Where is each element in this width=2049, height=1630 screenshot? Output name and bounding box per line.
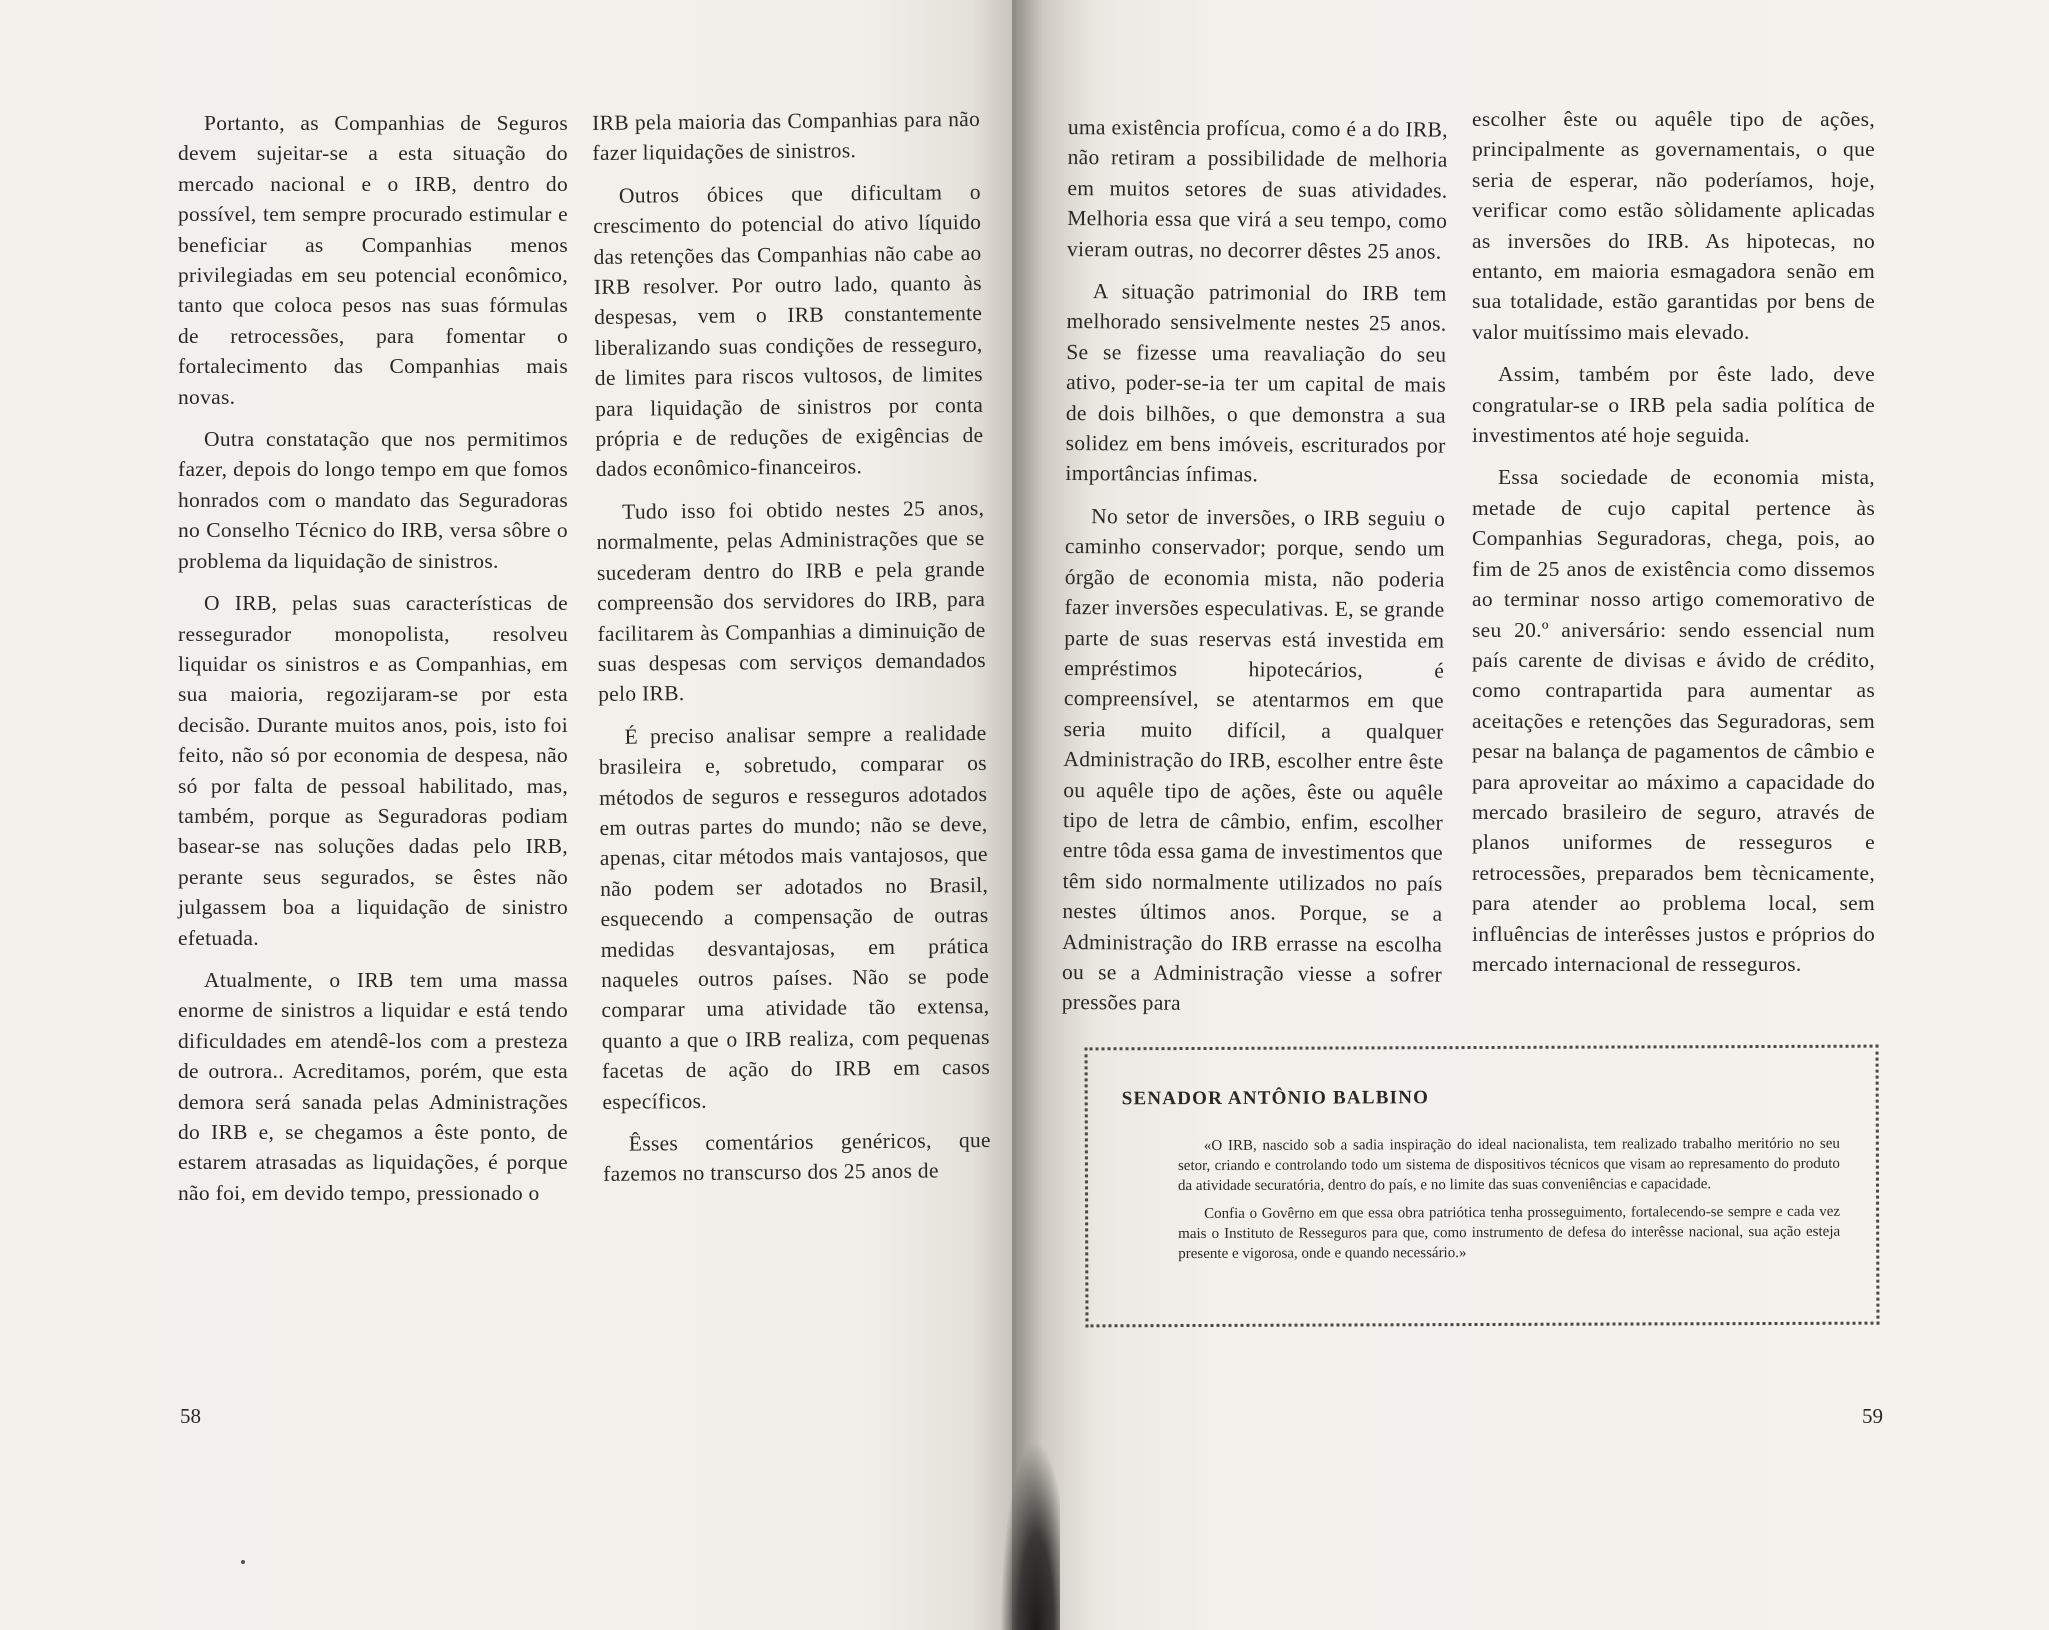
paragraph: Atualmente, o IRB tem uma massa enorme de sinistros a liquidar e está tendo dificuldades em atendê-los com a presteza de outrora.. Acreditamos, porém, que esta demora será sanada pelas Administrações do IRB e, se chegamos a êste ponto, de estarem atrasadas as liquidações, é porque não foi, em devido tempo, pressionado o [178,967,568,1205]
paragraph: Outros óbices que dificultam o crescimento do potencial do ativo líquido das retenções das Companhias não cabe ao IRB resolver. Por outro lado, quanto às despesas, vem o IRB constantemente liberalizando suas condições de resseguro, de limites para riscos vultosos, de limites para liquidação de sinistros por conta própria e de reduções de exigências de dados econômico-financeiros. [593,179,984,482]
paragraph: Assim, também por êste lado, deve congratular-se o IRB pela sadia política de investimentos até hoje seguida. [1472,362,1875,448]
paragraph-continued: escolher êste ou aquêle tipo de ações, principalmente as governamentais, o que seria de esperar, não poderíamos, hoje, verificar como estão sòlidamente aplicadas as inversões do IRB. As hipotecas, no entanto, em maioria esmagadora senão em sua totalidade, estão garantidas por bens de valor muitíssimo mais elevado. [1472,107,1875,344]
quote-author: SENADOR ANTÔNIO BALBINO [1121,1087,1430,1110]
binding-shadow [1000,1440,1060,1630]
page-number-right: 59 [1862,1404,1883,1428]
ink-speck [241,1560,245,1564]
paragraph: É preciso analisar sempre a realidade brasileira e, sobretudo, comparar os métodos de seguros e resseguros adotados em outras partes do mundo; não se deve, apenas, citar métodos mais vantajosos, que não podem ser adotados no Brasil, esquecendo a compensação de outras medidas desvantajosas, em prática naqueles outros países. Não se pode comparar uma atividade tão extensa, quanto a que o IRB realiza, com pequenas facetas de ação do IRB em casos específicos. [598,720,991,1114]
paragraph-continued: uma existência profícua, como é a do IRB, não retiram a possibilidade de melhoria em muitos setores de suas atividades. Melhoria essa que virá a seu tempo, como vieram outras, no decorrer dêstes 25 anos. [1066,114,1448,264]
right-column-1 [1062,112,1448,1032]
quote-text [1178,1134,1840,1272]
paragraph: Portanto, as Companhias de Seguros devem sujeitar-se a esta situação do mercado nacional e o IRB, dentro do possível, tem sempre procurado estimular e beneficiar as Companhias menos privilegiadas em seu potencial econômico, tanto que coloca pesos nas suas fórmulas de retrocessões, para fomentar o fortalecimento das Companhias mais novas. [178,111,568,409]
right-page [1012,0,2049,1630]
left-column-2 [592,104,991,1202]
left-column-1 [178,108,568,1220]
quote-box [1085,1045,1880,1328]
paragraph: No setor de inversões, o IRB seguiu o caminho conservador; porque, sendo um órgão de economia mista, não poderia fazer inversões especulativas. E, se grande parte de suas reservas está investida em empréstimos hipotecários, é compreensível, se atentarmos em que seria muito difícil, a qualquer Administração do IRB, escolher entre êste ou aquêle tipo de ações, êste ou aquêle tipo de letra de câmbio, enfim, escolher entre tôda essa gama de investimentos que têm sido normalmente utilizados no país nestes últimos anos. Porque, se a Administração do IRB errasse na escolha ou se a Administração viesse a sofrer pressões para [1061,504,1446,1016]
page-number-left: 58 [180,1404,201,1428]
paragraph: Êsses comentários genéricos, que fazemos no transcurso dos 25 anos de [603,1127,991,1187]
left-page [0,0,1012,1630]
paragraph: Tudo isso foi obtido nestes 25 anos, normalmente, pelas Administrações que se sucederam dentro do IRB e pela grande compreensão dos servidores do IRB, para facilitarem às Companhias a diminuição de suas despesas com serviços demandados pelo IRB. [596,495,986,707]
paragraph-continued: IRB pela maioria das Companhias para não fazer liquidações de sinistros. [592,106,981,166]
paragraph: Essa sociedade de economia mista, metade de cujo capital pertence às Companhias Seguradoras, chega, pois, ao fim de 25 anos de existência como dissemos ao terminar nosso artigo comemorativo de seu 20.º aniversário: sendo essencial num país carente de divisas e ávido de crédito, como contrapartida para aumentar as aceitações e retenções das Seguradoras, sem pesar na balança de pagamentos de câmbio e para aproveitar ao máximo a capacidade do mercado brasileiro de seguro, através de planos uniformes de resseguros e retrocessões, preparados bem tècnicamente, para atender ao problema local, sem influências de interêsses justos e próprios do mercado internacional de resseguros. [1472,465,1875,976]
paragraph: O IRB, pelas suas características de ressegurador monopolista, resolveu liquidar os sinistros e as Companhias, em sua maioria, regozijaram-se por esta decisão. Durante muitos anos, pois, isto foi feito, não só por economia de despesa, não só por falta de pessoal habilitado, mas, também, porque as Seguradoras podiam basear-se nas soluções dadas pelo IRB, perante seus segurados, se êstes não julgassem boa a liquidação de sinistro efetuada. [178,591,568,950]
paragraph: Outra constatação que nos permitimos fazer, depois do longo tempo em que fomos honrados com o mandato das Seguradoras no Conselho Técnico do IRB, versa sôbre o problema da liquidação de sinistros. [178,427,568,573]
paragraph: A situação patrimonial do IRB tem melhorado sensivelmente nestes 25 anos. Se se fizesse uma reavaliação do seu ativo, poder-se-ia ter um capital de mais de dois bilhões, o que demonstra a sua solidez em bens imóveis, escriturados por importâncias ínfimas. [1065,279,1447,487]
quote-paragraph: «O IRB, nascido sob a sadia inspiração do ideal nacionalista, tem realizado trabalho meritório no seu setor, criando e controlando todo um sistema de dispositivos técnicos que visam ao represamento do produto da atividade securatória, dentro do país, e no limite das suas conveniências e capacidade. [1177,1135,1840,1195]
quote-paragraph: Confia o Govêrno em que essa obra patriótica tenha prosseguimento, fortalecendo-se sempre e cada vez mais o Instituto de Resseguros para que, como instrumento de defesa do interêsse nacional, sua ação esteja presente e vigorosa, onde e quando necessário.» [1178,1203,1841,1263]
right-column-2 [1472,104,1875,991]
